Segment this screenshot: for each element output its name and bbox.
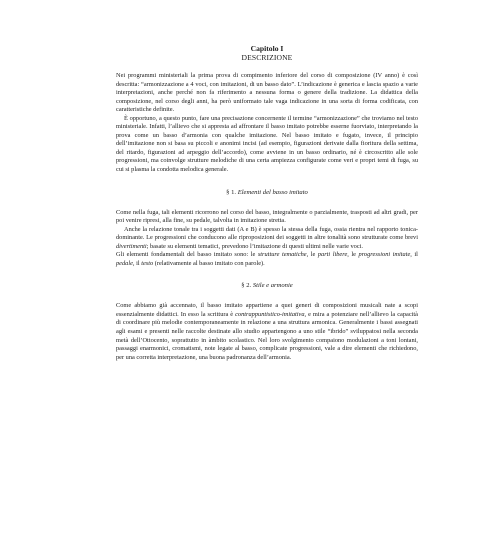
- intro-paragraph: Nei programmi ministeriali la prima prova di compimento inferiore del corso di composizione (IV anno) è così descritta: “armonizzazione a 4 voci, con imitazioni, di un basso dato”. L’indicazione è generica e lascia spazio a varie interpretazioni, anche perché non fa riferimento a nessuna forma o genere della tradizione. La didattica della composizione, nel corso degli anni, ha però uniformato tale vaga indicazione in una sorta di forma codificata, con caratteristiche definite.: [116, 72, 418, 114]
- section-heading: [116, 281, 418, 290]
- section-title: Elementi del basso imitato: [237, 188, 308, 196]
- intro-paragraph: È opportuno, a questo punto, fare una precisazione concernente il termine “armonizzazione” che troviamo nel testo ministeriale. Infatti, l’allievo che si appresta ad affrontare il basso imitato potrebbe esserne fuorviato, interpretando la prova come un basso d’armonia con qualche imitazione. Nel basso imitato e fugato, invece, il principio dell’imitazione non si basa su piccoli e anonimi incisi (ad esempio, figurazioni derivate dalla fioritura della settima, del ritardo, figurazioni ad arpeggio dell’accordo), come avviene in un basso ordinario, né è circoscritto alle sole progressioni, ma coinvolge strutture melodiche di una certa ampiezza configurate come veri e propri temi di fuga, su cui si plasma la condotta melodica generale.: [116, 114, 418, 174]
- document-page: [0, 44, 500, 544]
- chapter-number: Capitolo I: [250, 44, 284, 53]
- section-heading: [116, 188, 418, 197]
- section-title: Stile e armonie: [252, 282, 293, 290]
- chapter-heading: [116, 44, 418, 62]
- body-paragraph: Come nella fuga, tali elementi ricorrono nel corso del basso, integralmente o parzialmente, trasposti ad altri gradi, per poi venire ripresi, alla fine, su pedale, talvolta in imitazione stretta.: [116, 208, 418, 225]
- emphasis: divertimenti: [116, 242, 147, 250]
- body-paragraph: Gli elementi fondamentali del basso imitato sono: le strutture tematiche, le parti libere, le progressioni imitate, il pedale, il testo (relativamente al basso imitato con parole).: [116, 251, 418, 267]
- body-paragraph: Anche la relazione tonale tra i soggetti dati (A e B) è spesso la stessa della fuga, ossia rientra nel rapporto tonica-dominante. Le progressioni che conducono alle riproposizioni dei soggetti in altre tonalità sono strutturate come brevi divertimenti; basate su elementi tematici, prevedono l’imitazione di questi ultimi nelle varie voci.: [116, 225, 418, 250]
- section-number: § 2.: [241, 282, 252, 290]
- body-paragraph: Come abbiamo già accennato, il basso imitato appartiene a quei generi di composizioni musicali nate a scopi essenzialmente didattici. In esso la scrittura è contrappuntistico-imitativa, e mira a potenziare nell’allievo la capacità di coordinare più melodie contemporaneamente in relazione a una struttura armonica. Generalmente i bassi assegnati agli esami e presenti nelle raccolte destinate allo studio appartengono a uno stile “ibrido” sviluppatosi nella seconda metà dell’Ottocento, soprattutto in àmbito scolastico. Nel loro svolgimento compaiono modulazioni a toni lontani, passaggi enarmonici, cromatismi, note legate al basso, complicate progressioni, vale a dire elementi che richiedono, per una corretta interpretazione, una buona padronanza dell’armonia.: [116, 302, 418, 361]
- section-number: § 1.: [226, 188, 237, 196]
- chapter-title: DESCRIZIONE: [241, 53, 293, 62]
